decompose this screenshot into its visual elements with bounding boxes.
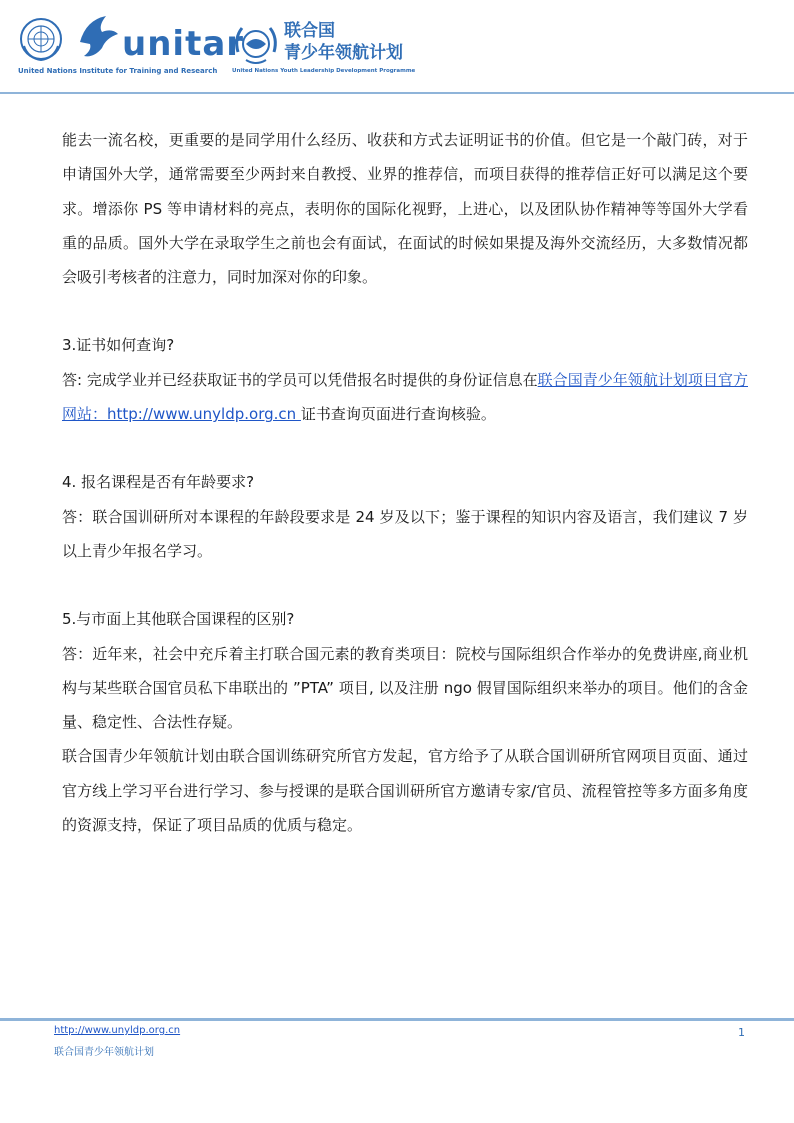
intro-paragraph: 能去一流名校，更重要的是同学用什么经历、收获和方式去证明证书的价值。但它是一个敲门砖，对于申请国外大学，通常需要至少两封来自教授、业界的推荐信，而项目获得的推荐信正好可以满足这个要求。增添你 PS 等申请材料的亮点，表明你的国际化视野，上进心，以及团队协作精神等等国外大学看重的品质。国外大学在录取学生之前也会有面试，在面试的时候如果提及海外交流经历，大多数情况都会吸引考核者的注意力，同时加深对你的印象。 — [62, 131, 748, 287]
answer-5-paragraph-1: 答：近年来，社会中充斥着主打联合国元素的教育类项目：院校与国际组织合作举办的免费讲座,商业机构与某些联合国官员私下串联出的 ”PTA” 项目, 以及注册 ngo 假冒国际组织来举办的项目。他们的含金量、稳定性、合法性存疑。 — [62, 644, 748, 732]
programme-title — [284, 20, 403, 64]
page-number: 1 — [738, 1026, 745, 1039]
spacer — [62, 568, 748, 602]
programme-title-line1: 联合国 — [284, 21, 335, 41]
un-institute-caption: United Nations Institute for Training and Research — [18, 67, 218, 75]
youth-programme-emblem-icon — [232, 22, 280, 66]
spacer — [62, 431, 748, 465]
footer-divider — [0, 1018, 794, 1021]
spacer — [62, 294, 748, 328]
answer-3 — [62, 363, 748, 432]
answer-3-text-end: 证书查询页面进行查询核验。 — [300, 405, 496, 424]
official-site-link[interactable]: 联合国青少年领航计划项目官方网站：http://www.unyldp.org.cn — [62, 370, 748, 424]
footer-programme-name: 联合国青少年领航计划 — [54, 1047, 154, 1058]
header-divider — [0, 92, 794, 94]
question-3: 3.证书如何查询? — [62, 336, 175, 355]
answer-4: 答：联合国训研所对本课程的年龄段要求是 24 岁及以下；鉴于课程的知识内容及语言，我们建议 7 岁以上青少年报名学习。 — [62, 507, 748, 560]
footer-url-link[interactable]: http://www.unyldp.org.cn — [54, 1025, 181, 1036]
answer-3-text: 答: 完成学业并已经获取证书的学员可以凭借报名时提供的身份证信息在 — [62, 370, 538, 389]
question-4: 4. 报名课程是否有年龄要求? — [62, 473, 255, 492]
yldp-caption: United Nations Youth Leadership Development Programme — [232, 68, 416, 74]
document-body — [62, 123, 748, 842]
un-emblem-icon — [18, 16, 64, 62]
question-5: 5.与市面上其他联合国课程的区别? — [62, 610, 295, 629]
programme-title-line2: 青少年领航计划 — [284, 43, 403, 63]
unitar-wordmark: unitar — [122, 24, 245, 64]
dove-icon — [76, 12, 122, 62]
answer-5-paragraph-2: 联合国青少年领航计划由联合国训练研究所官方发起，官方给予了从联合国训研所官网项目页面、通过官方线上学习平台进行学习、参与授课的是联合国训研所官方邀请专家/官员、流程管控等多方面多角度的资源支持，保证了项目品质的优质与稳定。 — [62, 747, 748, 835]
page-header — [0, 0, 794, 94]
